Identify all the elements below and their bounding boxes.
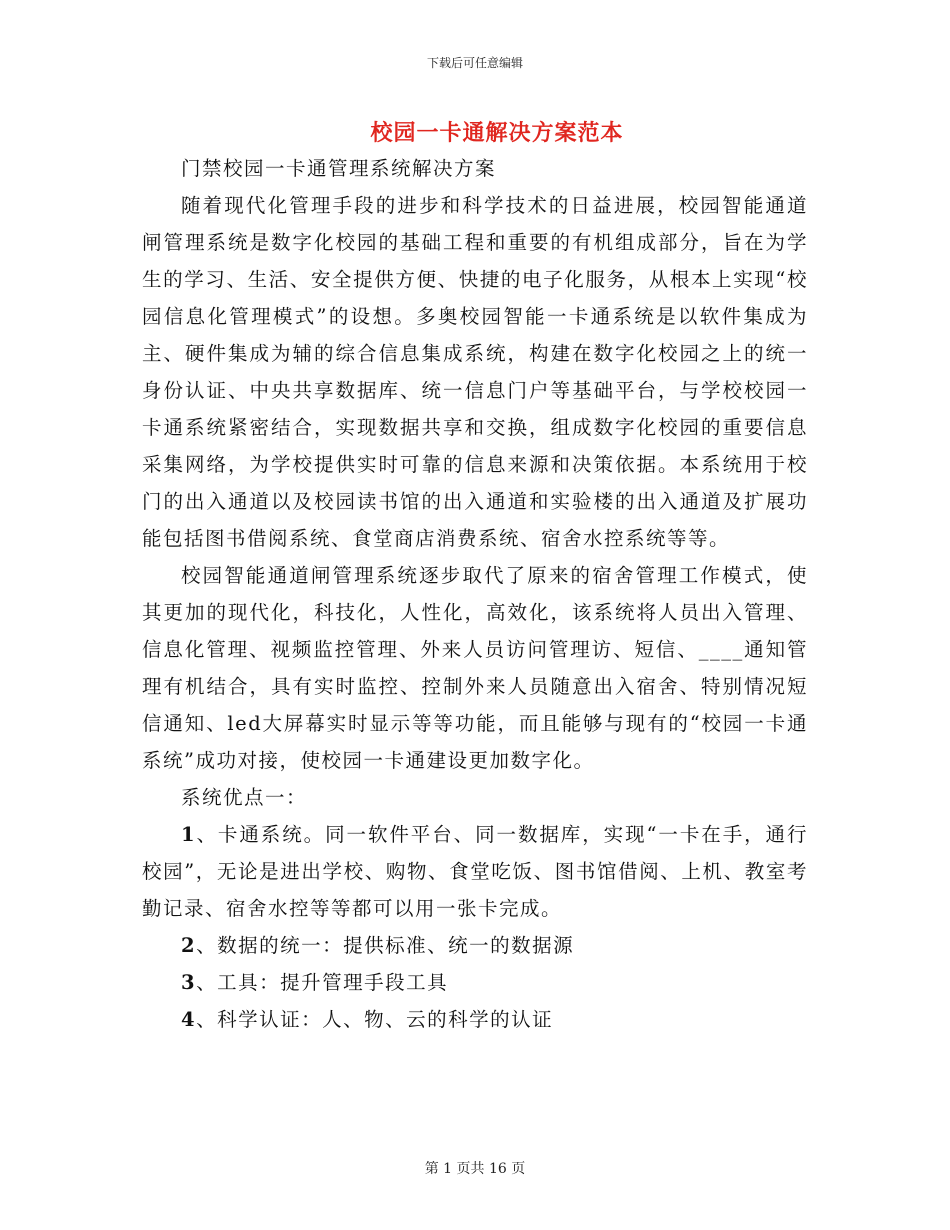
page-footer: 第 1 页共 16 页 bbox=[424, 1161, 526, 1177]
item-text: 、科学认证：人、物、云的科学的认证 bbox=[196, 1008, 554, 1031]
item-number: 2 bbox=[181, 934, 197, 957]
body-paragraph: 随着现代化管理手段的进步和科学技术的日益进展，校园智能通道闸管理系统是数字化校园的基础工程和重要的有机组成部分，旨在为学生的学习、生活、安全提供方便、快捷的电子化服务，从根本上实现“校园信息化管理模式”的设想。多奥校园智能一卡通系统是以软件集成为主、硬件集成为辅的综合信息集成系统，构建在数字化校园之上的统一身份认证、中央共享数据库、统一信息门户等基础平台，与学校校园一卡通系统紧密结合，实现数据共享和交换，组成数字化校园的重要信息采集网络，为学校提供实时可靠的信息来源和决策依据。本系统用于校门的出入通道以及校园读书馆的出入通道和实验楼的出入通道及扩展功能包括图书借阅系统、食堂商店消费系统、宿舍水控系统等等。 bbox=[142, 194, 808, 550]
document-body bbox=[142, 150, 808, 1038]
numbered-item bbox=[142, 816, 808, 927]
document-title: 校园一卡通解决方案范本 bbox=[370, 120, 624, 146]
item-text: 、工具：提升管理手段工具 bbox=[196, 971, 449, 994]
subtitle-paragraph: 门禁校园一卡通管理系统解决方案 bbox=[181, 157, 497, 180]
item-number: 4 bbox=[181, 1008, 197, 1031]
numbered-item bbox=[142, 1001, 808, 1038]
item-text: 、数据的统一：提供标准、统一的数据源 bbox=[196, 934, 575, 957]
section-heading: 系统优点一： bbox=[181, 786, 308, 809]
numbered-item bbox=[142, 964, 808, 1001]
body-paragraph: 校园智能通道闸管理系统逐步取代了原来的宿舍管理工作模式，使其更加的现代化，科技化，人性化，高效化，该系统将人员出入管理、信息化管理、视频监控管理、外来人员访问管理访、短信、____通知管理有机结合，具有实时监控、控制外来人员随意出入宿舍、特别情况短信通知、led大屏幕实时显示等等功能，而且能够与现有的“校园一卡通系统”成功对接，使校园一卡通建设更加数字化。 bbox=[142, 564, 808, 772]
numbered-item bbox=[142, 927, 808, 964]
item-number: 1 bbox=[181, 823, 197, 846]
header-note: 下载后可任意编辑 bbox=[426, 56, 523, 70]
item-number: 3 bbox=[181, 971, 197, 994]
item-text: 、卡通系统。同一软件平台、同一数据库，实现“一卡在手，通行校园”，无论是进出学校、购物、食堂吃饭、图书馆借阅、上机、教室考勤记录、宿舍水控等等都可以用一张卡完成。 bbox=[142, 823, 808, 920]
